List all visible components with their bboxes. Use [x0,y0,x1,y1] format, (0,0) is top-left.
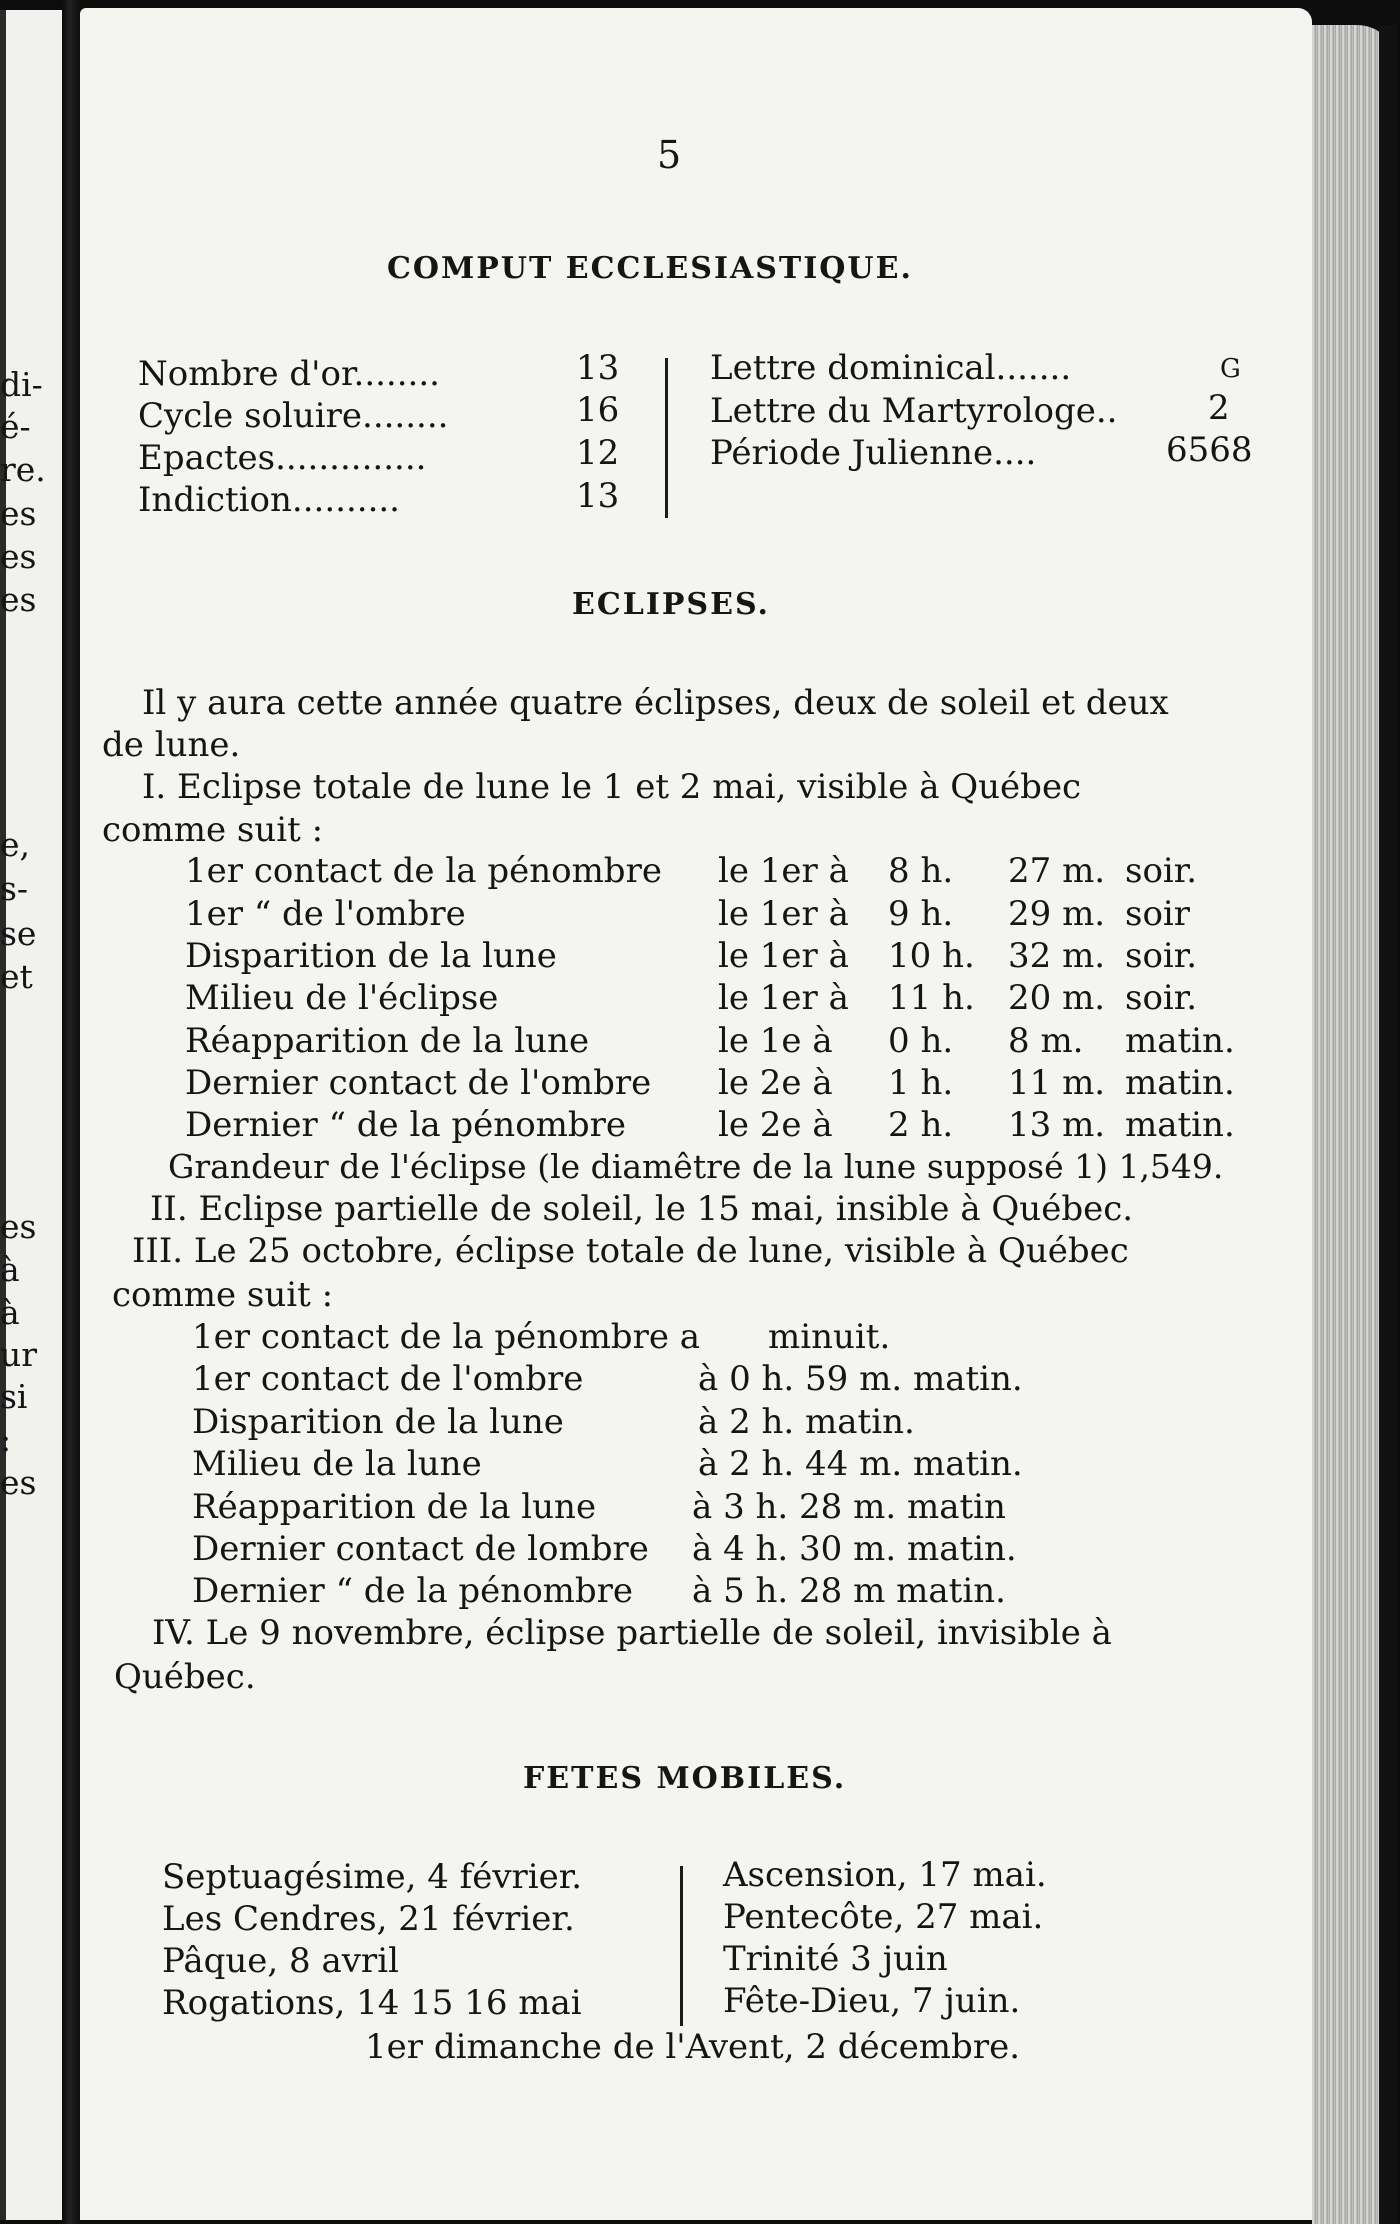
left-page-fragment: di- [0,365,43,404]
eclipse-4: Québec. [114,1657,256,1697]
left-page-fragment: é- [0,407,31,446]
eclipse-1-date: le 1er à [718,894,849,934]
left-page-fragment: s- [0,869,29,908]
eclipse-1-minute: 8 m. [1008,1021,1084,1061]
left-page-fragment: à [0,1250,20,1289]
eclipse-4: IV. Le 9 novembre, éclipse partielle de soleil, invisible à [152,1613,1112,1653]
eclipse-1-hour: 10 h. [888,936,975,976]
left-page-margin [0,10,62,2220]
fetes-divider [680,1866,683,2026]
left-page-fragment: es [0,580,37,619]
eclipse-1-period: soir. [1125,978,1198,1018]
comput-value: 2 [1208,388,1230,428]
book-page [80,8,1312,2220]
eclipse-1-hour: 9 h. [888,894,954,934]
eclipse-1-hour: 0 h. [888,1021,954,1061]
left-page-fragment: : [0,1420,12,1459]
comput-value: 13 [576,476,620,516]
fete-item: Rogations, 14 15 16 mai [162,1983,582,2023]
fete-item: Pentecôte, 27 mai. [723,1897,1044,1937]
comput-label: Lettre dominical....... [710,348,1072,388]
eclipse-1-hour: 11 h. [888,978,975,1018]
eclipse-2: II. Eclipse partielle de soleil, le 15 mai, insible à Québec. [150,1189,1134,1229]
eclipse-3-time: à 5 h. 28 m matin. [692,1571,1006,1611]
left-page-fragment: es [0,1207,37,1246]
eclipse-1-hour: 1 h. [888,1063,954,1103]
eclipse-3-event: Dernier contact de lombre [192,1529,649,1569]
eclipse-1-date: le 2e à [718,1105,833,1145]
eclipse-3-time: à 2 h. 44 m. matin. [698,1444,1023,1484]
left-page-fragment: à [0,1293,20,1332]
eclipse-1-date: le 2e à [718,1063,833,1103]
fete-item: Ascension, 17 mai. [723,1855,1047,1895]
eclipse-1-heading: I. Eclipse totale de lune le 1 et 2 mai, visible à Québec [142,767,1082,807]
fete-item: Les Cendres, 21 février. [162,1899,575,1939]
eclipse-3-time: à 2 h. matin. [698,1402,915,1442]
left-page-fragment: et [0,957,33,996]
eclipse-1-hour: 8 h. [888,851,954,891]
eclipse-3-heading: III. Le 25 octobre, éclipse totale de lune, visible à Québec [132,1231,1129,1271]
left-page-fragment: e, [0,825,31,864]
fetes-heading: FETES MOBILES. [523,1761,847,1796]
left-page-fragment: ur [0,1335,38,1374]
comput-label: Indiction.......... [138,480,400,520]
eclipse-1-period: matin. [1125,1063,1235,1103]
comput-label: Lettre du Martyrologe.. [710,391,1118,431]
left-page-fragment: si [0,1377,28,1416]
book-gutter [62,0,80,2224]
eclipse-3-event: Milieu de la lune [192,1444,482,1484]
left-page-fragment: es [0,494,37,533]
left-page-fragment: es [0,1463,37,1502]
eclipse-1-period: soir [1125,894,1191,934]
eclipse-1-date: le 1er à [718,978,849,1018]
eclipse-1-event: Milieu de l'éclipse [185,978,499,1018]
eclipse-3-time: à 3 h. 28 m. matin [692,1487,1006,1527]
eclipse-1-period: soir. [1125,851,1198,891]
eclipse-1-heading: comme suit : [102,810,324,850]
eclipse-1-period: soir. [1125,936,1198,976]
eclipse-3-heading: comme suit : [112,1275,334,1315]
eclipse-3-event: Réapparition de la lune [192,1487,597,1527]
eclipse-1-event: Dernier contact de l'ombre [185,1063,652,1103]
eclipses-intro: Il y aura cette année quatre éclipses, deux de soleil et deux [142,683,1169,723]
comput-label: Période Julienne.... [710,433,1037,473]
left-page-edge [0,10,6,2220]
eclipses-heading: ECLIPSES. [572,587,770,622]
left-page-fragment: es [0,537,37,576]
eclipse-1-minute: 11 m. [1008,1063,1106,1103]
comput-value: 13 [576,348,620,388]
eclipse-1-event: Réapparition de la lune [185,1021,590,1061]
eclipse-3-time: à 0 h. 59 m. matin. [698,1359,1023,1399]
eclipse-1-event: Dernier “ de la pénombre [185,1105,627,1145]
eclipse-1-event: 1er “ de l'ombre [185,894,466,934]
comput-value: 6568 [1166,430,1253,470]
fete-item: Pâque, 8 avril [162,1941,399,1981]
comput-value: 16 [576,390,620,430]
eclipse-1-minute: 32 m. [1008,936,1106,976]
eclipse-1-date: le 1er à [718,851,849,891]
comput-divider [665,358,668,518]
eclipse-3-time: à 4 h. 30 m. matin. [692,1529,1017,1569]
eclipse-1-date: le 1er à [718,936,849,976]
comput-label: Nombre d'or........ [138,354,440,394]
eclipse-3-event: Disparition de la lune [192,1402,564,1442]
eclipse-1-event: 1er contact de la pénombre [185,851,662,891]
page-stack-edge [1312,25,1397,2224]
eclipse-1-event: Disparition de la lune [185,936,557,976]
eclipse-3-time: minuit. [768,1317,891,1357]
left-page-fragment: re. [0,450,46,489]
fete-item: Trinité 3 juin [723,1939,948,1979]
comput-heading: COMPUT ECCLESIASTIQUE. [387,251,913,286]
page-number: 5 [657,133,682,177]
eclipse-3-event: Dernier “ de la pénombre [192,1571,634,1611]
fete-item: Fête-Dieu, 7 juin. [723,1981,1021,2021]
eclipse-1-minute: 13 m. [1008,1105,1106,1145]
eclipse-1-date: le 1e à [718,1021,833,1061]
eclipse-1-minute: 20 m. [1008,978,1106,1018]
eclipse-1-magnitude: Grandeur de l'éclipse (le diamêtre de la lune supposé 1) 1,549. [168,1147,1224,1186]
eclipse-1-period: matin. [1125,1021,1235,1061]
eclipse-1-minute: 29 m. [1008,894,1106,934]
eclipse-1-period: matin. [1125,1105,1235,1145]
eclipses-intro: de lune. [102,725,241,765]
eclipse-3-event: 1er contact de la pénombre a [192,1317,701,1357]
comput-value: G [1220,354,1241,384]
comput-value: 12 [576,433,620,473]
eclipse-3-event: 1er contact de l'ombre [192,1359,584,1399]
avent-line: 1er dimanche de l'Avent, 2 décembre. [365,2027,1020,2067]
fete-item: Septuagésime, 4 février. [162,1857,583,1897]
eclipse-1-hour: 2 h. [888,1105,954,1145]
eclipse-1-minute: 27 m. [1008,851,1106,891]
comput-label: Cycle soluire........ [138,396,449,436]
left-page-fragment: se [0,914,37,953]
comput-label: Epactes.............. [138,438,427,478]
